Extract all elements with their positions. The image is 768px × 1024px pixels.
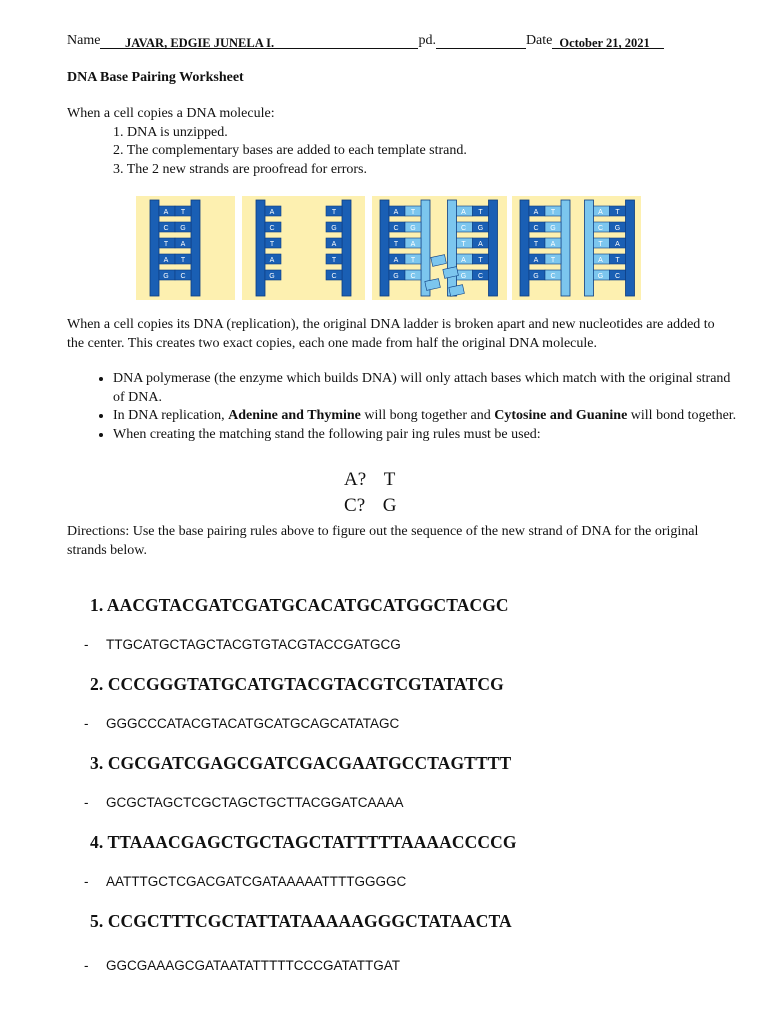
bullet-list [67,370,743,444]
name-field[interactable] [100,33,418,49]
dna-backbone [342,200,351,296]
base-letter: G [460,273,467,280]
base-letter: A [598,209,603,216]
base-letter: C [163,225,169,232]
bold-term: Adenine and Thymine [228,408,361,423]
base-letter: A [533,257,539,264]
base-letter: T [461,241,466,248]
answer-sequence[interactable]: - AATTTGCTCGACGATCGATAAAAATTTTGGGGC [84,874,407,889]
base-letter: T [550,209,556,216]
base-letter: A [269,209,275,216]
date-label: Date [525,33,553,48]
base-letter: T [180,257,186,264]
answer-sequence[interactable]: - GCGCTAGCTCGCTAGCTGCTTACGGATCAAAA [84,795,404,810]
base-letter: T [410,257,416,264]
base-letter: T [163,241,169,248]
base-letter: A [393,209,399,216]
rule-row: C? G [344,495,397,516]
bold-term: Cytosine and Guanine [494,408,628,423]
dna-replication-diagram [136,196,641,300]
dna-backbone [256,200,265,296]
base-letter: G [614,225,621,232]
header-line [67,33,664,49]
base-letter: T [410,209,416,216]
base-letter: C [269,225,275,232]
base-letter: A [393,257,399,264]
directions: Directions: Use the base pairing rules above to figure out the sequence of the new strand of DNA for the original strands below. [67,524,699,558]
base-letter: C [477,273,484,280]
dna-backbone [448,200,457,296]
base-letter: G [597,273,604,280]
date-field[interactable] [552,33,664,49]
name-label: Name [67,33,101,48]
pd-label: pd. [418,33,436,48]
step-item: 1. DNA is unzipped. [113,124,228,140]
base-letter: A [478,241,483,248]
base-letter: C [597,225,604,232]
base-letter: A [615,241,620,248]
question-sequence: 1. AACGTACGATCGATGCACATGCATGGCTACGC [90,595,509,615]
base-letter: G [269,273,275,280]
question-sequence: 5. CCGCTTTCGCTATTATAAAAAGGGCTATAACTA [90,911,512,931]
base-letter: A [550,241,556,248]
base-letter: A [461,209,466,216]
base-letter: A [180,241,186,248]
step-item: 2. The complementary bases are added to each template strand. [113,143,467,158]
base-letter: A [461,257,466,264]
bullet-item: • In DNA replication, Adenine and Thymine will bong together and Cytosine and Guanine will bond together. [113,407,743,426]
bullet-item: • DNA polymerase (the enzyme which builds DNA) will only attach bases which match with the original strand of DNA. [113,370,743,407]
dna-backbone [489,200,498,296]
base-letter: A [598,257,603,264]
base-letter: T [615,257,620,264]
base-letter: C [533,225,539,232]
base-letter: G [393,273,399,280]
intro-text: When a cell copies a DNA molecule: [67,106,275,121]
dna-backbone [191,200,200,296]
base-letter: A [163,209,169,216]
base-letter: C [393,225,399,232]
base-letter: A [410,241,416,248]
base-letter: A [269,257,275,264]
base-letter: T [269,241,275,248]
dna-backbone [561,200,570,296]
base-letter: C [410,273,416,280]
rule-row: A? T [344,469,396,490]
base-letter: T [598,241,603,248]
intro-block [67,105,467,179]
answer-sequence[interactable]: - GGGCCCATACGTACATGCATGCAGCATATAGC [84,716,400,731]
base-letter: T [478,209,483,216]
question-sequence: 4. TTAAACGAGCTGCTAGCTATTTTTAAAACCCCG [90,832,517,852]
base-letter: T [331,257,337,264]
base-letter: G [180,225,186,232]
answer-sequence[interactable]: - TTGCATGCTAGCTACGTGTACGTACCGATGCG [84,637,401,652]
replication-paragraph: When a cell copies its DNA (replication), the original DNA ladder is broken apart and new nucleotides are added to the center. This creates two exact copies, each one made from half the original DNA molecule. [67,317,715,351]
base-letter: T [393,241,399,248]
worksheet-title: DNA Base Pairing Worksheet [67,70,244,85]
base-letter: T [615,209,620,216]
base-letter: C [550,273,556,280]
base-letter: G [331,225,337,232]
dna-backbone [380,200,389,296]
base-letter: A [163,257,169,264]
base-letter: G [410,225,416,232]
base-letter: G [163,273,169,280]
base-letter: A [331,241,337,248]
base-letter: C [180,273,186,280]
base-letter: A [533,209,539,216]
date-value: October 21, 2021 [559,36,650,50]
answer-sequence[interactable]: - GGCGAAAGCGATAATATTTTTCCCGATATTGAT [84,958,400,973]
base-letter: T [478,257,483,264]
bullet-item: • When creating the matching stand the following pair ing rules must be used: [113,426,743,445]
base-letter: C [460,225,467,232]
base-letter: T [331,209,337,216]
base-letter: C [614,273,621,280]
base-letter: G [477,225,484,232]
dna-backbone [520,200,529,296]
base-letter: T [180,209,186,216]
base-letter: G [533,273,539,280]
dna-backbone [626,200,635,296]
step-item: 3. The 2 new strands are proofread for errors. [113,161,367,177]
base-letter: G [550,225,556,232]
question-sequence: 3. CGCGATCGAGCGATCGACGAATGCCTAGTTTT [90,753,512,773]
base-letter: C [331,273,337,280]
dna-backbone [150,200,159,296]
base-letter: T [550,257,556,264]
dna-backbone [585,200,594,296]
question-sequence: 2. CCCGGGTATGCATGTACGTACGTCGTATATCG [90,674,504,694]
pairing-rules [344,467,396,519]
base-letter: T [533,241,539,248]
name-value: JAVAR, EDGIE JUNELA I. [124,36,275,50]
pd-field[interactable] [436,33,526,49]
